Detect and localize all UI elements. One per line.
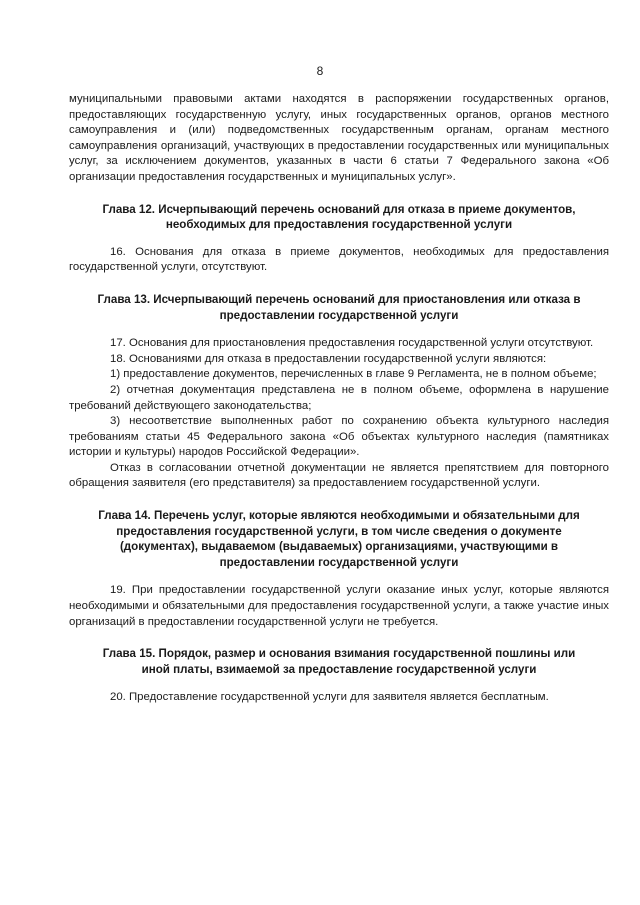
paragraph-17: 17. Основания для приостановления предоставления государственной услуги отсутствуют. [110, 337, 594, 350]
chapter-13-title: Глава 13. Исчерпывающий перечень оснований для приостановления или отказа в предоставлении государственной услуги [97, 292, 581, 322]
chapter-15-title: Глава 15. Порядок, размер и основания взимания государственной пошлины или иной платы, взимаемой за предоставление государственной услуги [102, 647, 576, 676]
intro-paragraph: муниципальными правовыми актами находятся в распоряжении государственных органов, предоставляющих государственную услугу, иных государственных органов, органов местного самоуправления и (или) подведомственных государственным органам, органам местного самоуправления организаций, участвующих в предоставлении государственных или муниципальных услуг, за исключением документов, указанных в части 6 статьи 7 Федерального закона «Об организации предоставления государственных и муниципальных услуг». [69, 93, 609, 183]
page-content [69, 92, 609, 706]
page-number: 8 [316, 64, 324, 78]
paragraph-18: 18. Основаниями для отказа в предоставлении государственной услуги являются: [110, 352, 547, 365]
chapter-14-title: Глава 14. Перечень услуг, которые являются необходимыми и обязательными для предоставления государственной услуги, в том числе сведения о документе (документах), выдаваемом (выдаваемых) организациями, участвующими в предоставлении государственной услуги [98, 509, 580, 569]
refusal-note: Отказ в согласовании отчетной документации не является препятствием для повторного обращения заявителя (его представителя) за предоставлением государственной услуги. [69, 461, 609, 490]
list-item-1: 1) предоставление документов, перечисленных в главе 9 Регламента, не в полном объеме; [110, 368, 597, 381]
paragraph-20: 20. Предоставление государственной услуги для заявителя является бесплатным. [110, 691, 549, 704]
list-item-3: 3) несоответствие выполненных работ по сохранению объекта культурного наследия требованиям статьи 45 Федерального закона «Об объектах культурного наследия (памятниках истории и культуры) народов Российской Федерации». [69, 415, 609, 459]
chapter-12-title: Глава 12. Исчерпывающий перечень оснований для отказа в приеме документов, необходимых для предоставления государственной услуги [102, 202, 576, 232]
list-item-2: 2) отчетная документация представлена не в полном объеме, оформлена в нарушение требований действующего законодательства; [69, 383, 609, 412]
paragraph-16: 16. Основания для отказа в приеме документов, необходимых для предоставления государственной услуги, отсутствуют. [69, 245, 609, 274]
paragraph-19: 19. При предоставлении государственной услуги оказание иных услуг, которые являются необходимыми и обязательными для предоставления государственной услуги, а также участие иных организаций в предоставлении государственной услуги не требуется. [69, 584, 609, 628]
